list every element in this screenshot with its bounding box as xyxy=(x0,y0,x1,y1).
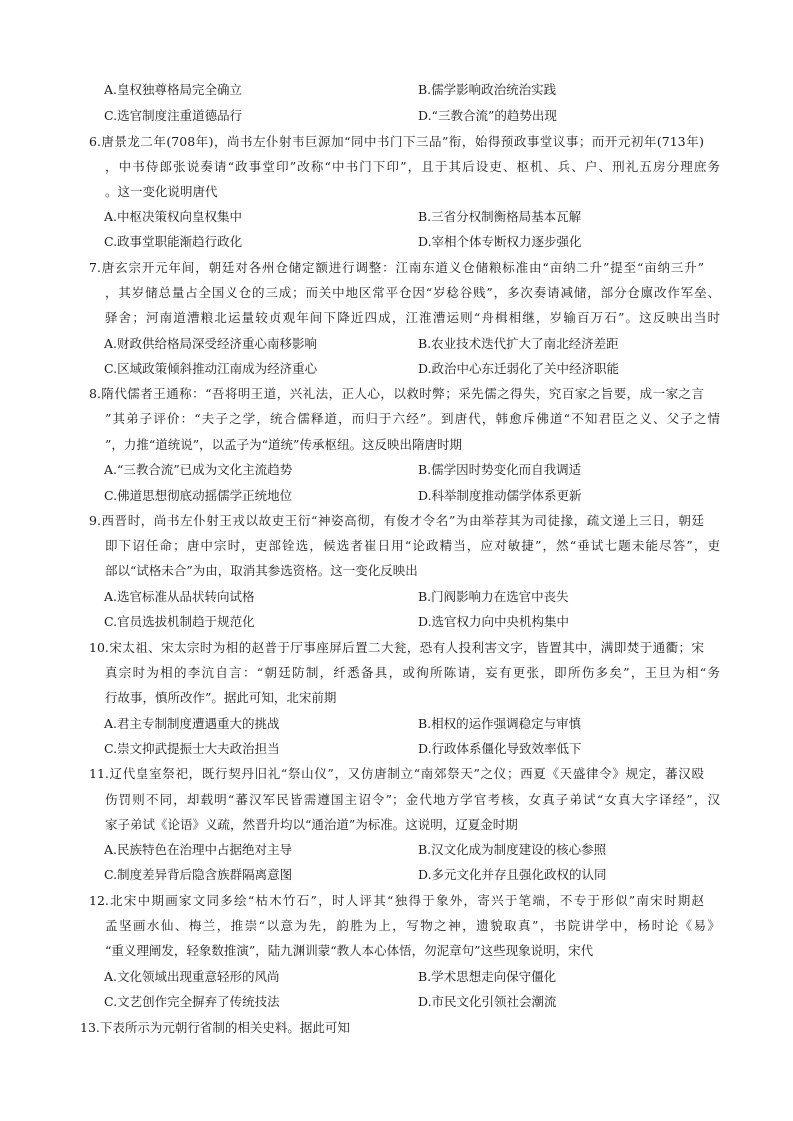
q6-option-c: C.政事堂职能渐趋行政化 xyxy=(104,234,243,249)
q8-option-a: A.“三教合流”已成为文化主流趋势 xyxy=(104,462,293,477)
q11-option-d: D.多元文化并存且强化政权的认同 xyxy=(418,867,607,882)
q12-stem-line-3: “重义理阐发，轻象数推演”，陆九渊训蒙“教人本心体悟，勿泥章句”这些现象说明，宋代 xyxy=(105,943,594,958)
q8-stem-line-3: ”，力推“道统说”，以孟子为“道统”传承枢纽。这反映出隋唐时期 xyxy=(105,437,462,452)
q8-option-b: B.儒学因时势变化而自我调适 xyxy=(418,462,582,477)
q5-option-a: A.皇权独尊格局完全确立 xyxy=(104,82,243,97)
q7-option-b: B.农业技术迭代扩大了南北经济差距 xyxy=(418,336,619,351)
q7-option-a: A.财政供给格局深受经济重心南移影响 xyxy=(104,336,318,351)
q8-option-c: C.佛道思想彻底动摇儒学正统地位 xyxy=(104,488,293,503)
q12-option-c: C.文艺创作完全摒弃了传统技法 xyxy=(104,994,280,1009)
q11-stem-line-3: 家子弟试《论语》义疏，然晋升均以“通治道”为标准。这说明，辽夏金时期 xyxy=(105,817,518,832)
q9-option-c: C.官员选拔机制趋于规范化 xyxy=(104,614,255,629)
q9-option-a: A.选官标准从品状转向试格 xyxy=(104,589,255,604)
q6-stem-line-2: ，中书侍郎张说奏请“政事堂印”改称“中书门下印”，且于其后设吏、枢机、兵、户、刑礼五房分理庶务 xyxy=(105,159,720,174)
q7-option-d: D.政治中心东迁弱化了关中经济职能 xyxy=(418,361,620,376)
q7-option-c: C.区域政策倾斜推动江南成为经济重心 xyxy=(104,361,318,376)
q10-option-d: D.行政体系僵化导致效率低下 xyxy=(418,741,582,756)
q12-option-a: A.文化领域出现重意轻形的风尚 xyxy=(104,969,280,984)
q11-stem-line-2: 伤罚则不同，却载明“蕃汉军民皆需遵国主诏令”；金代地方学官考核，女真子弟试“女真大字译经”，汉 xyxy=(105,792,720,807)
q6-option-d: D.宰相个体专断权力逐步强化 xyxy=(418,234,582,249)
q10-option-c: C.崇文抑武提振士大夫政治担当 xyxy=(104,741,280,756)
q9-stem-line-2: 即下诏任命；唐中宗时，吏部铨选，候选者崔日用“论政精当，应对敏捷”，然“垂试七题未能尽答”，吏 xyxy=(105,538,720,553)
q5-option-c: C.选官制度注重道德品行 xyxy=(104,108,243,123)
q10-option-b: B.相权的运作强调稳定与审慎 xyxy=(418,716,582,731)
q13-stem-line-1: 13.下表所示为元朝行省制的相关史料。据此可知 xyxy=(80,1020,350,1035)
q11-option-a: A.民族特色在治理中占据绝对主导 xyxy=(104,842,293,857)
q12-option-d: D.市民文化引领社会潮流 xyxy=(418,994,557,1009)
q5-option-d: D.“三教合流”的趋势出现 xyxy=(418,108,557,123)
q7-stem-line-1: 7.唐玄宗开元年间，朝廷对各州仓储定额进行调整：江南东道义仓储粮标准由“亩纳二升”提至“亩纳三升” xyxy=(89,260,704,275)
q10-stem-line-3: 行故事，慎所改作”。据此可知，北宋前期 xyxy=(105,690,337,705)
q9-option-b: B.门阀影响力在选官中丧失 xyxy=(418,589,569,604)
q6-stem-line-1: 6.唐景龙二年(708年)，尚书左仆射韦巨源加“同中书门下三品”衔，始得预政事堂议事；而开元初年(713年) xyxy=(89,134,704,149)
q7-stem-line-3: 驿舍；河南道漕粮北运量较贞观年间下降近四成，江淮漕运则“舟楫相继，岁输百万石”。这反映出当时 xyxy=(105,310,720,325)
q10-stem-line-2: 真宗时为相的李沆自言：“朝廷防制，纤悉备具，或徇所陈请，妄有更张，即所伤多矣”，王旦为相“务 xyxy=(105,665,720,680)
q11-stem-line-1: 11.辽代皇室祭祀，既行契丹旧礼“祭山仪”，又仿唐制立“南郊祭天”之仪；西夏《天盛律令》规定，蕃汉殴 xyxy=(89,766,704,781)
q12-option-b: B.学术思想走向保守僵化 xyxy=(418,969,557,984)
q9-stem-line-1: 9.西晋时，尚书左仆射王戎以故吏王衍“神姿高彻，有俊才令名”为由举荐其为司徒掾，疏文递上三日，朝廷 xyxy=(89,513,704,528)
q8-stem-line-2: ”其弟子评价：“夫子之学，统合儒释道，而归于六经”。到唐代，韩愈斥佛道“不知君臣之义、父子之情 xyxy=(105,411,720,426)
q5-option-b: B.儒学影响政治统治实践 xyxy=(418,82,557,97)
q12-stem-line-2: 孟坚画水仙、梅兰，推崇“以意为先，韵胜为上，写物之神，遗貌取真”，书院讲学中，杨时论《易》 xyxy=(105,918,720,933)
q10-stem-line-1: 10.宋太祖、宋太宗时为相的赵普于厅事座屏后置二大瓮，恐有人投利害文字，皆置其中，满即焚于通衢；宋 xyxy=(89,640,704,655)
q10-option-a: A.君主专制制度遭遇重大的挑战 xyxy=(104,716,280,731)
q9-option-d: D.选官权力向中央机构集中 xyxy=(418,614,570,629)
q12-stem-line-1: 12.北宋中期画家文同多绘“枯木竹石”，时人评其“独得于象外，寄兴于笔端，不专于形似”南宋时期赵 xyxy=(89,893,704,908)
q6-stem-line-3: 。这一变化说明唐代 xyxy=(105,184,218,199)
q11-option-b: B.汉文化成为制度建设的核心参照 xyxy=(418,842,607,857)
q8-option-d: D.科举制度推动儒学体系更新 xyxy=(418,488,582,503)
q6-option-a: A.中枢决策权向皇权集中 xyxy=(104,209,243,224)
q7-stem-line-2: ，其岁储总量占全国义仓的三成；而关中地区常平仓因“岁稔谷贱”，多次奏请减储，部分仓廪改作军垒、 xyxy=(105,285,720,300)
q9-stem-line-3: 部以“试格未合”为由，取消其参选资格。这一变化反映出 xyxy=(105,563,418,578)
q11-option-c: C.制度差异背后隐含族群隔离意图 xyxy=(104,867,293,882)
q8-stem-line-1: 8.隋代儒者王通称：“吾将明王道，兴礼法，正人心，以救时弊；采先儒之得失，究百家之旨要，成一家之言 xyxy=(89,386,704,401)
q6-option-b: B.三省分权制衡格局基本瓦解 xyxy=(418,209,582,224)
